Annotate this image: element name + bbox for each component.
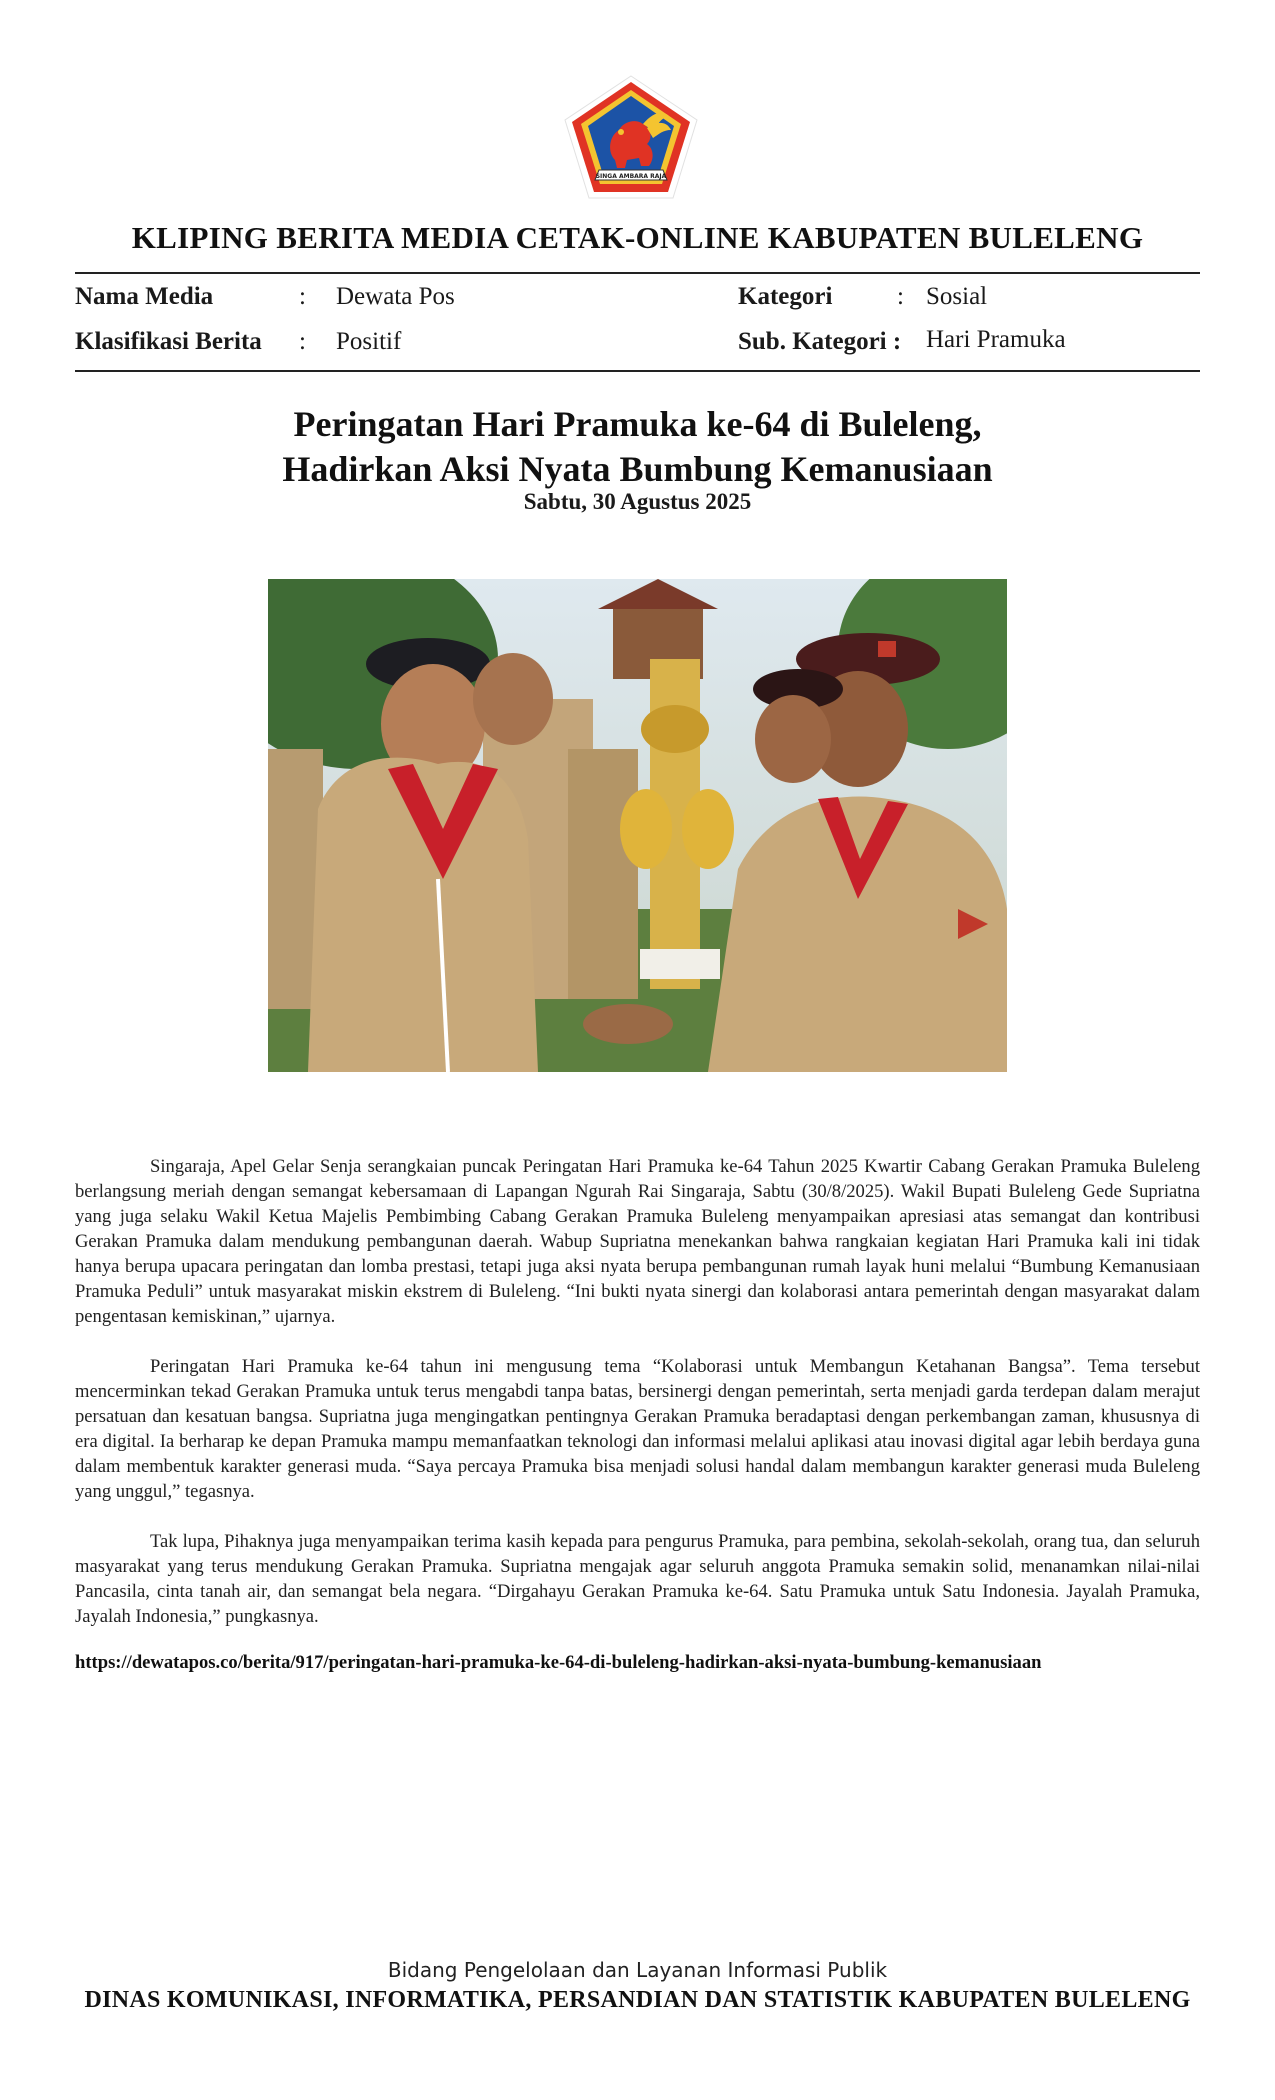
article-paragraph: Singaraja, Apel Gelar Senja serangkaian puncak Peringatan Hari Pramuka ke-64 Tahun 2025 Kwartir Cabang Gerakan Pramuka Buleleng berlangsung meriah dengan semangat kebersamaan di Lapangan Ngurah Rai Singaraja, Sabtu (30/8/2025). Wakil Bupati Buleleng Gede Supriatna yang juga selaku Wakil Ketua Majelis Pembimbing Cabang Gerakan Pramuka Buleleng menyampaikan apresiasi atas semangat dan kontribusi Gerakan Pramuka dalam mendukung pembangunan daerah. Wabup Supriatna menekankan bahwa rangkaian kegiatan Hari Pramuka kali ini tidak hanya berupa upacara peringatan dan lomba prestasi, tetapi juga aksi nyata berupa pembangunan rumah layak huni melalui “Bumbung Kemanusiaan Pramuka Peduli” untuk masyarakat miskin ekstrem di Buleleng. “Ini bukti nyata sinergi dan kolaborasi antara pemerintah dengan masyarakat dalam pengentasan kemiskinan,” ujarnya. [75, 1156, 1200, 1327]
klasifikasi-label: Klasifikasi Berita [75, 328, 262, 355]
article-photo [268, 579, 1007, 1072]
kategori-label: Kategori [738, 283, 833, 310]
headline-line-1: Peringatan Hari Pramuka ke-64 di Buleleng, [293, 404, 982, 444]
nama-media-label: Nama Media [75, 283, 214, 310]
kategori-separator: : [897, 283, 904, 310]
buleleng-regency-logo [563, 74, 699, 200]
nama-media-separator: : [299, 283, 306, 310]
bottom-divider [75, 370, 1200, 372]
article-body [75, 1154, 1200, 1654]
kategori-value: Sosial [926, 283, 988, 310]
source-link[interactable]: https://dewatapos.co/berita/917/peringatan-hari-pramuka-ke-64-di-buleleng-hadirkan-aksi-nyata-bumbung-kemanusiaan [75, 1652, 1042, 1673]
headline-line-2: Hadirkan Aksi Nyata Bumbung Kemanusiaan [282, 449, 993, 489]
article-paragraph: Peringatan Hari Pramuka ke-64 tahun ini mengusung tema “Kolaborasi untuk Membangun Ketahanan Bangsa”. Tema tersebut mencerminkan tekad Gerakan Pramuka untuk terus mengabdi tanpa batas, bersinergi dengan pemerintah, serta menjadi garda terdepan dalam merajut persatuan dan kesatuan bangsa. Supriatna juga mengingatkan pentingnya Gerakan Pramuka beradaptasi dengan perkembangan zaman, khususnya di era digital. Ia berharap ke depan Pramuka mampu memanfaatkan teknologi dan informasi melalui aplikasi atau inovasi digital agar lebih berdaya guna dalam membentuk karakter generasi muda. “Saya percaya Pramuka bisa menjadi solusi handal dalam membangun karakter generasi muda Buleleng yang unggul,” tegasnya. [75, 1356, 1200, 1502]
footer-department: Bidang Pengelolaan dan Layanan Informasi Publik [387, 1958, 888, 1982]
article-paragraph: Tak lupa, Pihaknya juga menyampaikan terima kasih kepada para pengurus Pramuka, para pembina, sekolah-sekolah, orang tua, dan seluruh masyarakat yang terus mendukung Gerakan Pramuka. Supriatna mengajak agar seluruh anggota Pramuka semakin solid, menanamkan nilai-nilai Pancasila, cinta tanah air, dan semangat bela negara. “Dirgahayu Gerakan Pramuka ke-64. Satu Pramuka untuk Satu Indonesia. Jayalah Pramuka, Jayalah Indonesia,” pungkasnya. [75, 1531, 1200, 1627]
publication-date: Sabtu, 30 Agustus 2025 [523, 489, 752, 514]
top-divider [75, 272, 1200, 274]
klasifikasi-separator: : [299, 328, 306, 355]
sub-kategori-value: Hari Pramuka [926, 326, 1066, 353]
klasifikasi-value: Positif [336, 328, 402, 355]
sub-kategori-label: Sub. Kategori : [738, 328, 902, 355]
footer-agency: DINAS KOMUNIKASI, INFORMATIKA, PERSANDIAN DAN STATISTIK KABUPATEN BULELENG [84, 1987, 1191, 2013]
nama-media-value: Dewata Pos [336, 283, 455, 310]
page-title: KLIPING BERITA MEDIA CETAK-ONLINE KABUPATEN BULELENG [131, 220, 1144, 255]
logo-caption: SINGA AMBARA RAJA [595, 173, 667, 180]
